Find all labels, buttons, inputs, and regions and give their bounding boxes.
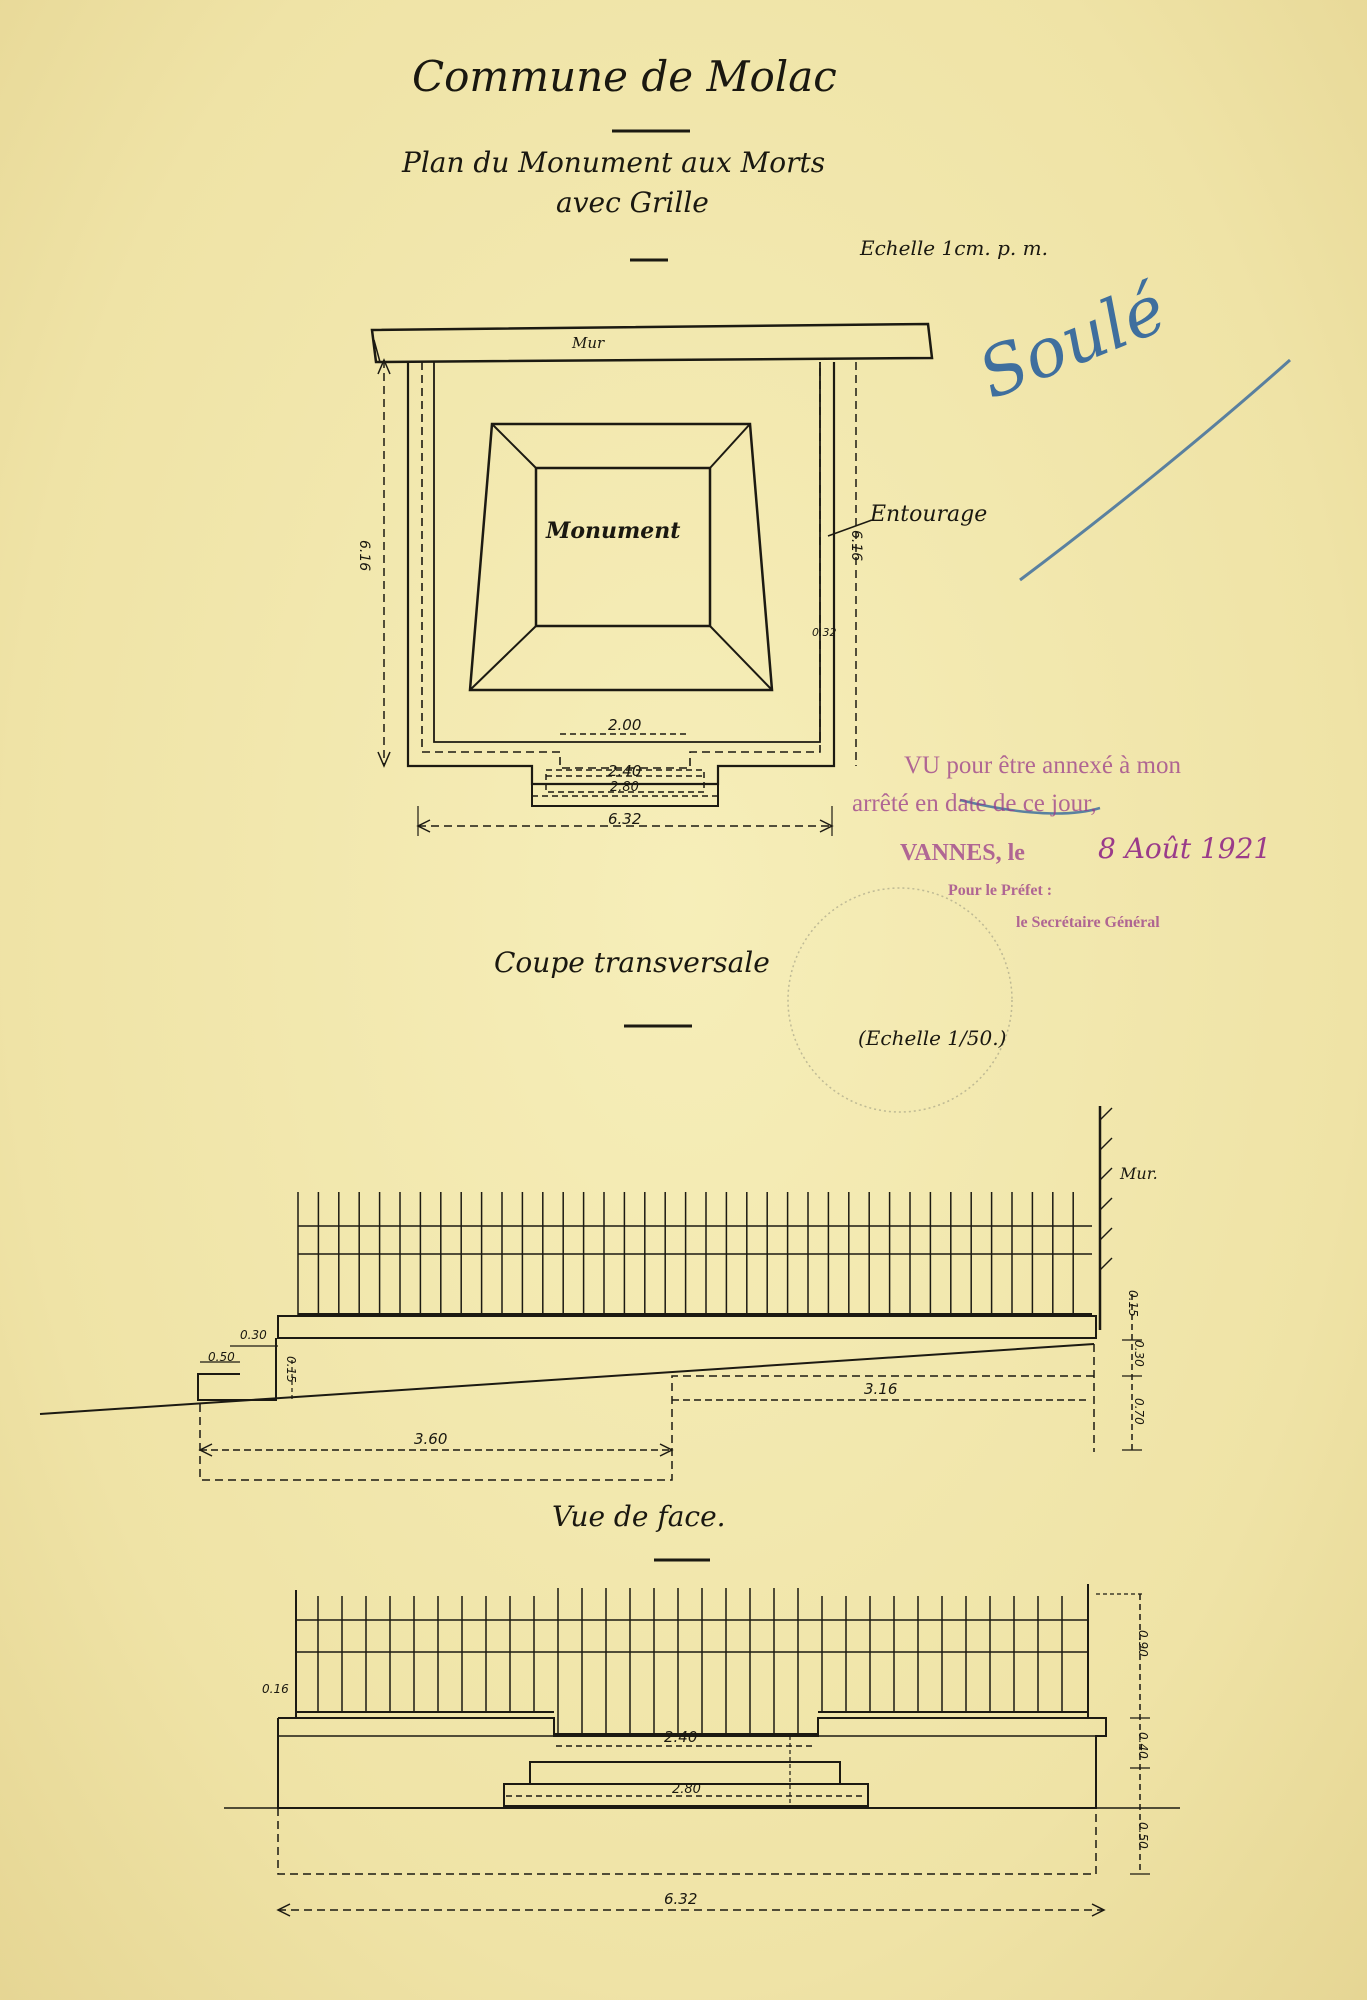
section-dim-step-low: 0.50 [208,1350,235,1364]
plan-dim-gate-mid: 2.40 [608,762,642,780]
front-title: Vue de face. [552,1500,726,1533]
plan-dim-left: 6.16 [356,540,372,572]
stamp-line3-prefix: VANNES, le [900,840,1025,866]
blue-pencil-mark [960,360,1290,813]
seal-circle [788,888,1012,1112]
front-dim-left-h: 0.16 [262,1682,289,1696]
section-dim-right-lower: 0.70 [1132,1398,1146,1425]
monument-label: Monument [546,518,681,544]
front-dim-gate-opening: 2.40 [664,1728,698,1746]
plan-wall-label: Mur [572,334,605,352]
plan-dim-gate-inner: 2.00 [608,716,642,734]
front-dim-height-mid: 0.40 [1136,1732,1150,1759]
stamp-line1: VU pour être annexé à mon [904,752,1181,779]
monument-shape [470,424,772,690]
section-dim-right-top: 0.15 [1126,1290,1140,1317]
plan-dim-width: 6.32 [608,810,642,828]
front-dim-step-width: 2.80 [672,1782,701,1797]
stamp-line3-date: 8 Août 1921 [1098,832,1272,865]
commune-title: Commune de Molac [412,52,837,101]
section-title: Coupe transversale [494,946,770,979]
front-dim-height-low: 0.50 [1136,1822,1150,1849]
plan-dim-gate-outer: 2.80 [610,780,639,795]
front-view [224,1584,1180,1916]
plan-dim-right: 6.16 [848,530,864,562]
stamp-line4: Pour le Préfet : [948,882,1053,899]
section-wall-label: Mur. [1120,1164,1158,1183]
section-dim-step-top: 0.30 [240,1328,267,1342]
plan-title: Plan du Monument aux Morts [402,146,826,179]
plan-dim-small: 0.32 [812,626,837,639]
stamp-line2: arrêté en date de ce jour, [852,790,1097,817]
section-dim-right-upper: 0.30 [1132,1340,1146,1367]
section-dim-length-right: 3.16 [864,1380,898,1398]
front-dim-total-width: 6.32 [664,1890,698,1908]
section-view [40,1106,1142,1480]
blue-signature: Soulé [968,269,1177,416]
stamp-line5: le Secrétaire Général [1016,914,1160,931]
surround-label: Entourage [870,502,988,527]
front-dim-height-top: 0.90 [1136,1630,1150,1657]
plan-subtitle: avec Grille [556,186,709,219]
plan-view [372,324,932,836]
section-dim-length-left: 3.60 [414,1430,448,1448]
plan-scale: Echelle 1cm. p. m. [860,236,1048,260]
plan-wall [372,324,932,362]
section-dim-step-h: 0.15 [284,1356,298,1383]
section-scale: (Echelle 1/50.) [858,1026,1007,1050]
